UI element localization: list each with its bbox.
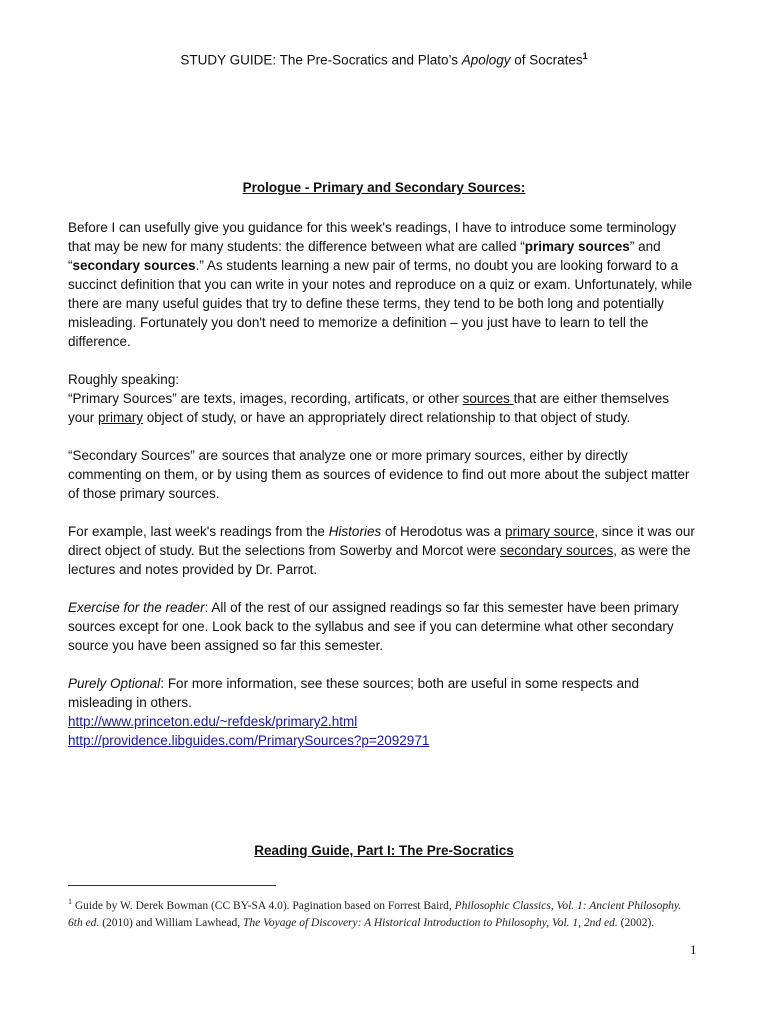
reading-guide-heading: Reading Guide, Part I: The Pre-Socratics — [254, 843, 514, 858]
text-run: Roughly speaking: — [68, 372, 180, 387]
paragraph-intro — [68, 218, 698, 351]
title-italic: Apology — [461, 52, 511, 68]
text-run: Guide by W. Derek Bowman (CC BY-SA 4.0). Pagination based on Forrest Baird, — [72, 899, 455, 912]
text-run: : For more information, see these sources; both are useful in some respects and misleading in others. — [68, 676, 640, 710]
text-run: : All of the rest of our assigned readings so far this semester have been primary sources except for one. Look back to the syllabus and see if you can determine what other secondary source you have been assigned so far this semester. — [68, 600, 679, 653]
text-run: Before I can usefully give you guidance for this week's readings, I have to introduce some terminology that may be new for many students: the difference between what are called “ — [68, 220, 677, 254]
underlined-text: primary — [98, 410, 144, 425]
libguides-link[interactable]: http://providence.libguides.com/PrimarySources?p=2092971 — [68, 733, 430, 748]
footnote — [68, 893, 698, 932]
title-text-end: of Socrates — [510, 52, 583, 68]
underlined-text: sources — [462, 391, 514, 406]
text-run: For example, last week's readings from the — [68, 524, 329, 539]
prologue-heading: Prologue - Primary and Secondary Sources: — [242, 180, 526, 195]
text-run: , as were the lectures and notes provided by Dr. Parrot. — [68, 543, 691, 577]
italic-text: Histories — [328, 524, 382, 539]
italic-text: The Voyage of Discovery: A Historical Introduction to Philosophy, Vol. 1, 2nd ed. — [242, 916, 618, 929]
text-run: .” As students learning a new pair of terms, no doubt you are looking forward to a succinct definition that you can write in your notes and reproduce on a quiz or exam. Unfortunately, while there are many useful guides that try to define these terms, they tend to be both long and potentially misleading. Fortunately you don't need to memorize a definition – you just have to learn to tell the difference. — [68, 258, 693, 349]
text-run: “Primary Sources” are texts, images, recording, artificats, or other — [68, 391, 463, 406]
paragraph-exercise — [68, 598, 698, 655]
term-primary-sources: primary sources — [524, 239, 630, 254]
italic-text: Purely Optional — [68, 676, 161, 691]
paragraph-secondary-definition: “Secondary Sources” are sources that analyze one or more primary sources, either by directly commenting on them, or by using them as sources of evidence to find out more about the subject matter of those primary sources. — [68, 448, 690, 501]
paragraph-example — [68, 522, 698, 579]
paragraph-optional — [68, 674, 698, 750]
footnote-marker: 1 — [582, 51, 588, 61]
page-number: 1 — [690, 942, 697, 957]
text-run: , since it was our direct object of study. But the selections from Sowerby and Morcot were — [68, 524, 695, 558]
italic-text: Philosophic Classics, Vol. 1: Ancient Philosophy. 6th ed. — [68, 899, 682, 929]
underlined-text: primary source — [505, 524, 595, 539]
princeton-link[interactable]: http://www.princeton.edu/~refdesk/primary2.html — [68, 714, 358, 729]
text-run: of Herodotus was a — [381, 524, 506, 539]
text-run: object of study, or have an appropriately direct relationship to that object of study. — [143, 410, 631, 425]
text-run: ” and “ — [68, 239, 661, 273]
paragraph-primary-definition — [68, 370, 698, 427]
document-title — [0, 47, 768, 70]
text-run: (2002). — [617, 916, 655, 929]
text-run: that are either themselves your — [68, 391, 670, 425]
term-secondary-sources: secondary sources — [72, 258, 196, 273]
prologue-body — [68, 218, 698, 750]
underlined-text: secondary sources — [499, 543, 614, 558]
footnote-divider — [68, 885, 276, 886]
italic-text: Exercise for the reader — [68, 600, 205, 615]
title-text: STUDY GUIDE: The Pre-Socratics and Plato’s — [180, 52, 462, 68]
text-run: (2010) and William Lawhead, — [99, 916, 243, 929]
footnote-number: 1 — [68, 897, 72, 906]
